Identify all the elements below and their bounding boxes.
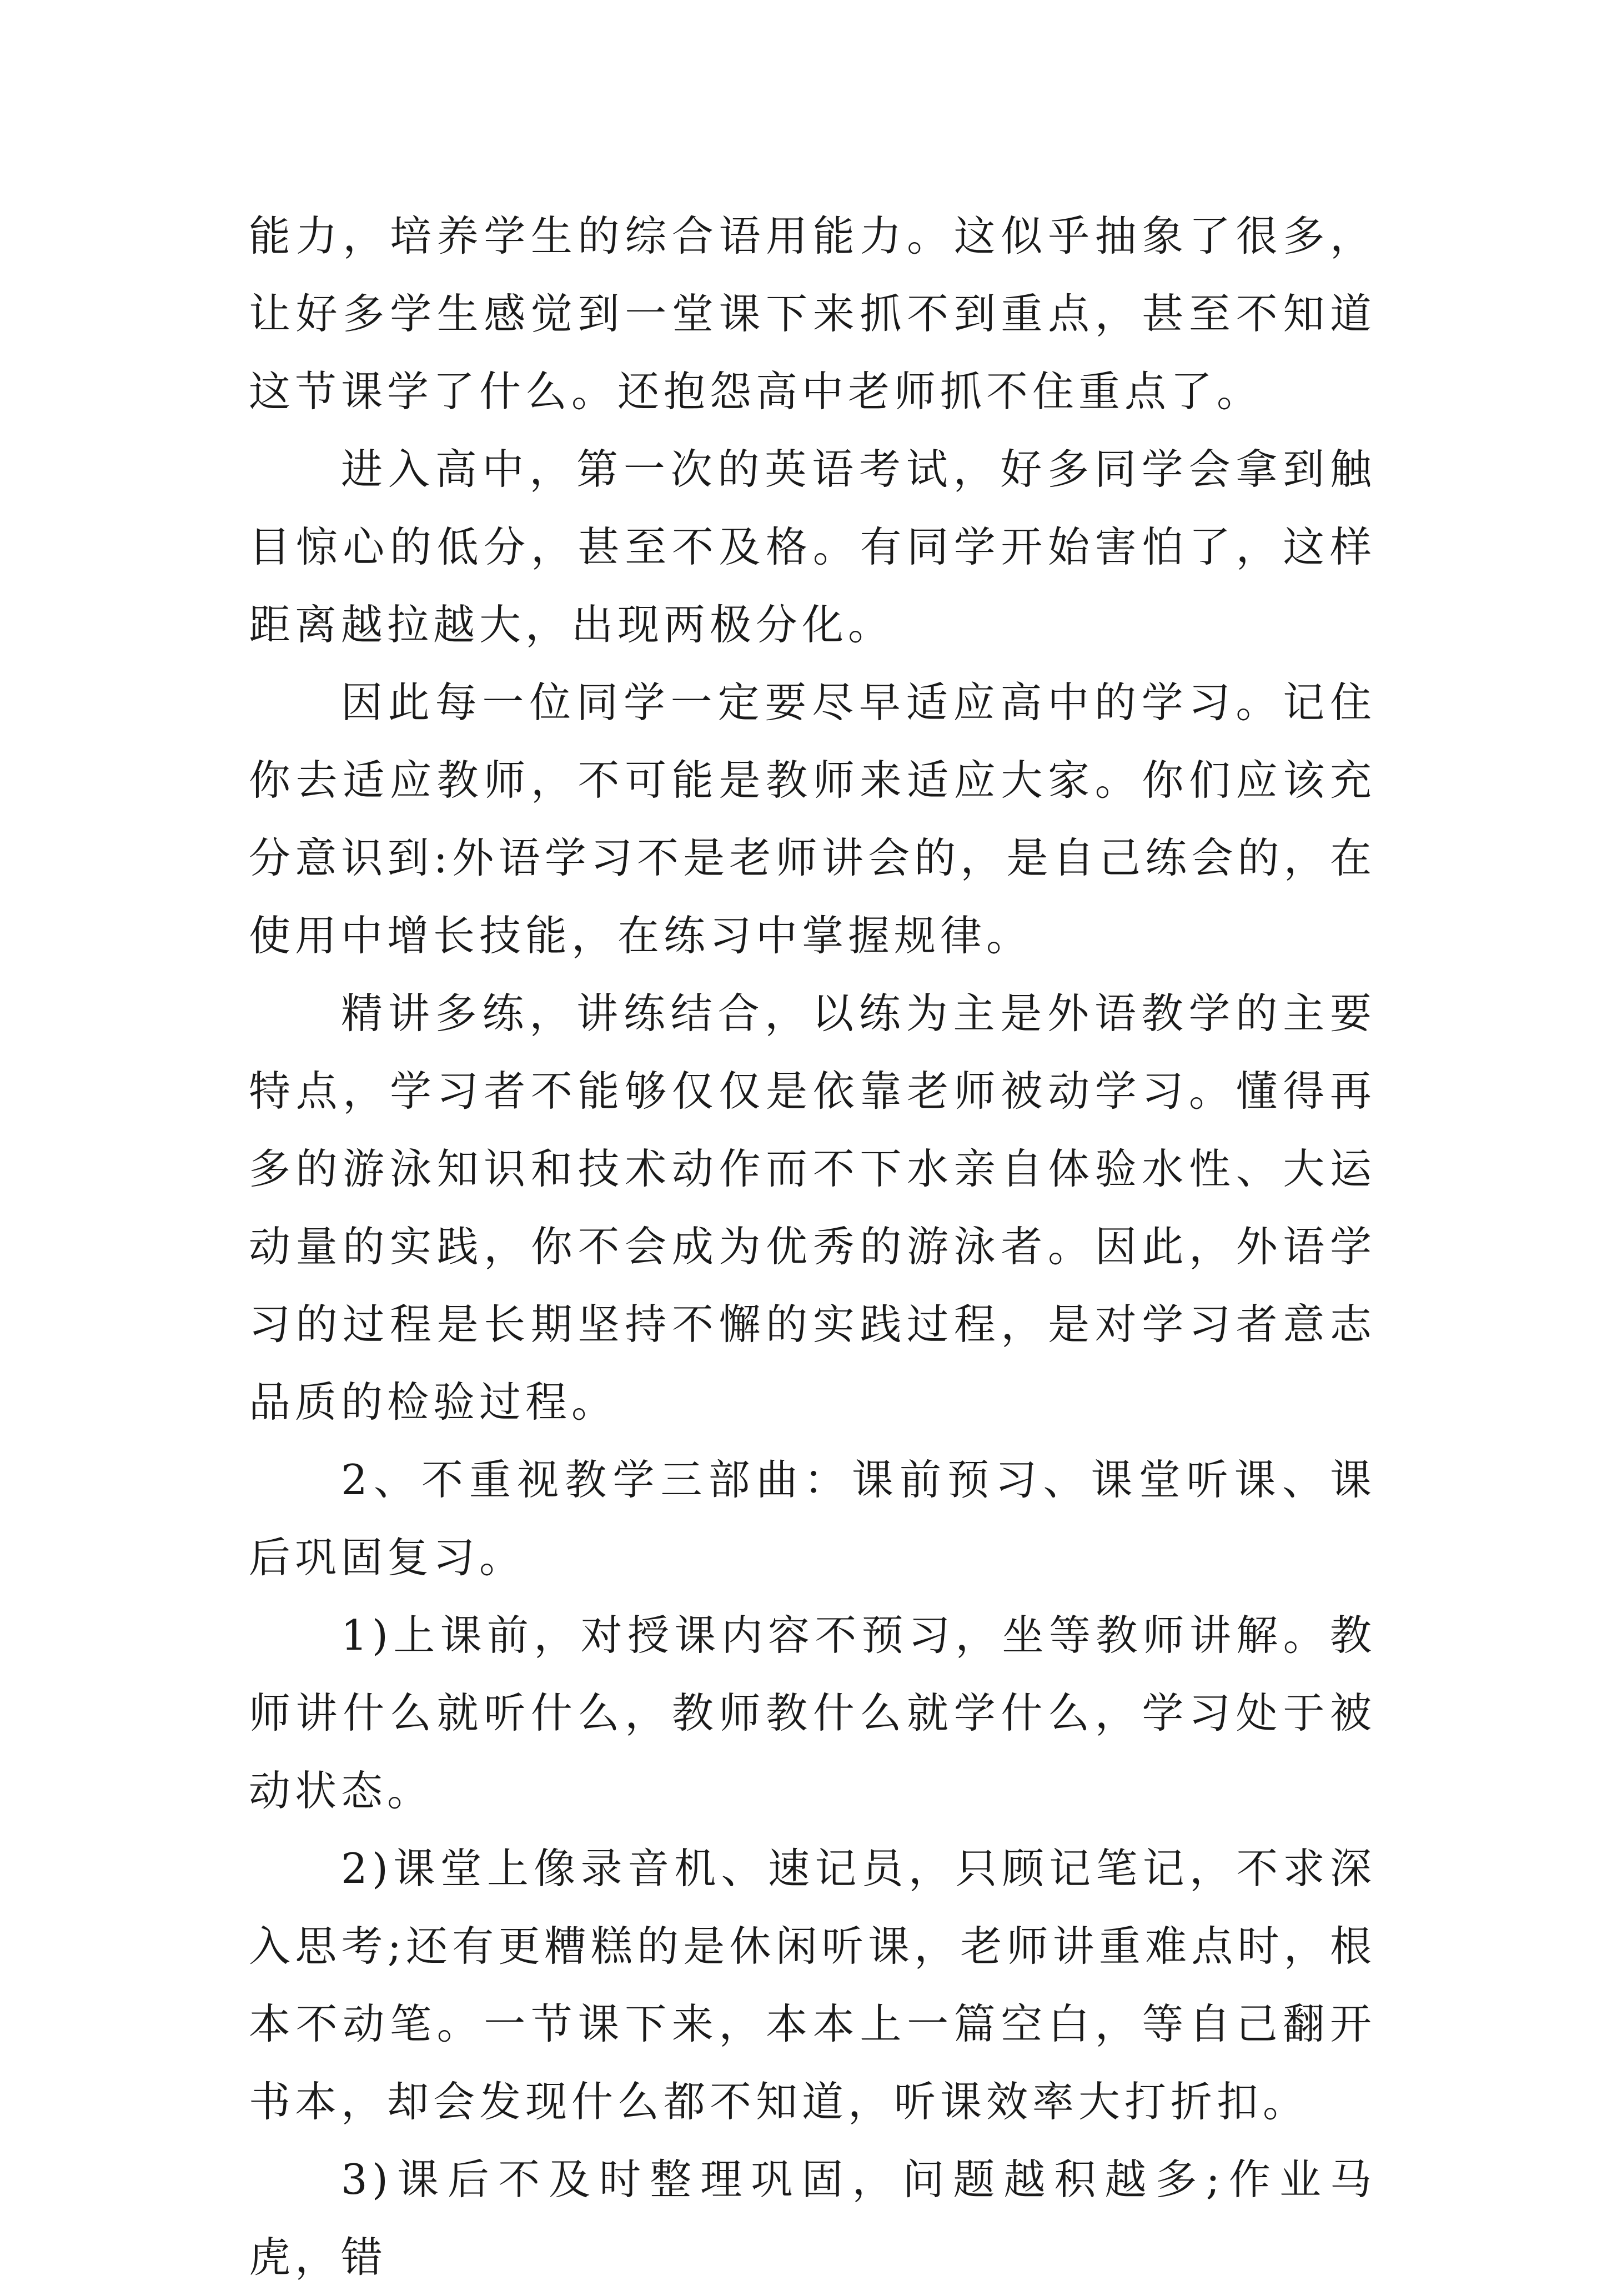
list-item-3: 3)课后不及时整理巩固，问题越积越多;作业马虎，错	[249, 2155, 1376, 2282]
section-heading-paragraph: 2、不重视教学三部曲：课前预习、课堂听课、课后巩固复习。	[249, 1455, 1376, 1582]
paragraph: 因此每一位同学一定要尽早适应高中的学习。记住你去适应教师，不可能是教师来适应大家。你们应该充分意识到:外语学习不是老师讲会的，是自己练会的，在使用中增长技能，在练习中掌握规律。	[249, 678, 1376, 960]
paragraph-continued: 能力，培养学生的综合语用能力。这似乎抽象了很多，让好多学生感觉到一堂课下来抓不到重点，甚至不知道这节课学了什么。还抱怨高中老师抓不住重点了。	[249, 212, 1376, 416]
body-text	[249, 197, 1376, 2296]
list-item-1: 1)上课前，对授课内容不预习，坐等教师讲解。教师讲什么就听什么，教师教什么就学什么，学习处于被动状态。	[249, 1611, 1376, 1815]
paragraph: 进入高中，第一次的英语考试，好多同学会拿到触目惊心的低分，甚至不及格。有同学开始害怕了，这样距离越拉越大，出现两极分化。	[249, 445, 1376, 649]
list-item-2: 2)课堂上像录音机、速记员，只顾记笔记，不求深入思考;还有更糟糕的是休闲听课，老师讲重难点时，根本不动笔。一节课下来，本本上一篇空白，等自己翻开书本，却会发现什么都不知道，听课效率大打折扣。	[249, 1844, 1376, 2126]
paragraph: 精讲多练，讲练结合，以练为主是外语教学的主要特点，学习者不能够仅仅是依靠老师被动学习。懂得再多的游泳知识和技术动作而不下水亲自体验水性、大运动量的实践，你不会成为优秀的游泳者。因此，外语学习的过程是长期坚持不懈的实践过程，是对学习者意志品质的检验过程。	[249, 989, 1376, 1426]
